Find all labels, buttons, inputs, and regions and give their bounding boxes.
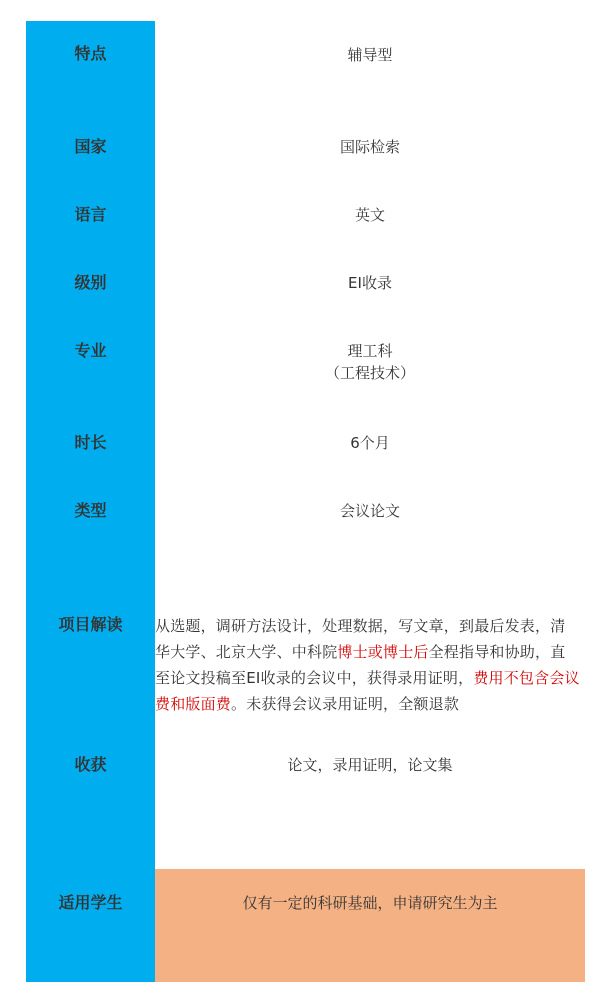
students-value: 仅有一定的科研基础，申请研究生为主	[242, 894, 498, 912]
level-label: 级别	[74, 273, 107, 292]
language-value: 英文	[354, 206, 385, 224]
interpretation-label: 项目解读	[58, 615, 123, 634]
duration-label: 时长	[74, 433, 107, 452]
major-value	[155, 340, 585, 384]
feature-label: 特点	[74, 44, 107, 63]
type-value: 会议论文	[339, 502, 400, 520]
country-value: 国际检索	[339, 138, 400, 156]
students-highlight-background	[155, 869, 585, 982]
interpretation-text-part3: 。未获得会议录用证明，全额退款	[231, 695, 460, 713]
duration-value: 6个月	[350, 434, 390, 452]
interpretation-highlight-fees: 费用不包含会议费和版面费	[155, 669, 580, 713]
interpretation-highlight-tutor: 博士或博士后	[337, 643, 429, 661]
country-label: 国家	[74, 137, 107, 156]
major-label: 专业	[74, 341, 107, 360]
interpretation-text	[155, 613, 580, 717]
major-value-line1: 理工科	[347, 342, 393, 360]
gains-label: 收获	[74, 755, 107, 774]
interpretation-text-part1: 从选题，调研方法设计，处理数据，写文章，到最后发表，清华大学、北京大学、中科院	[155, 617, 566, 661]
interpretation-text-part2: 全程指导和协助，直至论文投稿至EI收录的会议中，获得录用证明，	[155, 643, 566, 687]
type-label: 类型	[74, 501, 107, 520]
level-value: EI收录	[348, 274, 392, 292]
feature-value: 辅导型	[347, 46, 393, 64]
major-value-line2: （工程技术）	[324, 364, 415, 382]
gains-value: 论文，录用证明，论文集	[287, 756, 453, 774]
language-label: 语言	[74, 205, 107, 224]
students-label: 适用学生	[58, 893, 123, 912]
